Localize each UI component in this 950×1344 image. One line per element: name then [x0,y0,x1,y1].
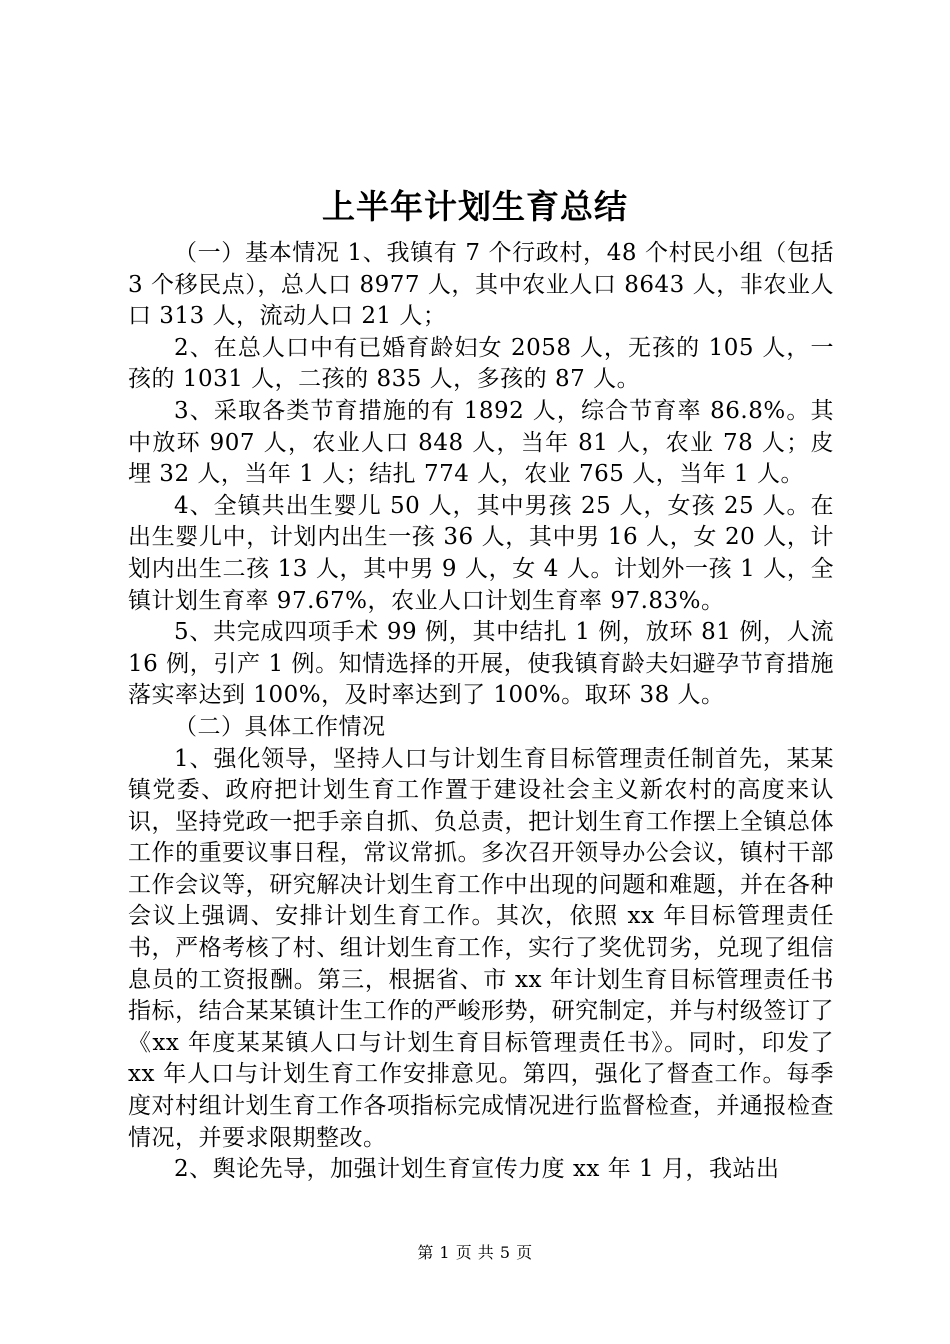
paragraph-basic-situation: （一）基本情况 1、我镇有 7 个行政村，48 个村民小组（包括 3 个移民点），总人口 8977 人，其中农业人口 8643 人，非农业人口 313 人，流动人口 21 人； [128,240,834,330]
paragraph-surgeries: 5、共完成四项手术 99 例，其中结扎 1 例，放环 81 例，人流 16 例，引产 1 例。知情选择的开展，使我镇育龄夫妇避孕节育措施落实率达到 100%，及时率达到了 100%。取环 38 人。 [128,619,834,709]
document-body [128,238,834,1186]
document-title: 上半年计划生育总结 [322,187,628,226]
paragraph-births: 4、全镇共出生婴儿 50 人，其中男孩 25 人，女孩 25 人。在出生婴儿中，计划内出生一孩 36 人，其中男 16 人，女 20 人，计划内出生二孩 13 人，其中男 9 人，女 4 人。计划外一孩 1 人，全镇计划生育率 97.67%，农业人口计划生育率 97.83%。 [128,492,834,614]
paragraph-contraception: 3、采取各类节育措施的有 1892 人，综合节育率 86.8%。其中放环 907 人，农业人口 848 人，当年 81 人，农业 78 人；皮埋 32 人，当年 1 人；结扎 774 人，农业 765 人，当年 1 人。 [128,397,834,488]
paragraph-publicity: 2、舆论先导，加强计划生育宣传力度 xx 年 1 月，我站出 [174,1156,780,1183]
paragraph-leadership: 1、强化领导，坚持人口与计划生育目标管理责任制首先，某某镇党委、政府把计划生育工作置于建设社会主义新农村的高度来认识，坚持党政一把手亲自抓、负总责，把计划生育工作摆上全镇总体工作的重要议事日程，常议常抓。多次召开领导办公会议，镇村干部工作会议等，研究解决计划生育工作中出现的问题和难题，并在各种会议上强调、安排计划生育工作。其次，依照 xx 年目标管理责任书，严格考核了村、组计划生育工作，实行了奖优罚劣，兑现了组信息员的工资报酬。第三，根据省、市 xx 年计划生育目标管理责任书指标，结合某某镇计生工作的严峻形势，研究制定，并与村级签订了《xx 年度某某镇人口与计划生育目标管理责任书》。同时，印发了 xx 年人口与计划生育工作安排意见。第四，强化了督查工作。每季度对村组计划生育工作各项指标完成情况进行监督检查，并通报检查情况，并要求限期整改。 [128,745,834,1151]
paragraph-married-women: 2、在总人口中有已婚育龄妇女 2058 人，无孩的 105 人，一孩的 1031 人，二孩的 835 人，多孩的 87 人。 [128,334,834,393]
section-heading-work: （二）具体工作情况 [174,713,386,740]
page-footer: 第 1 页 共 5 页 [417,1243,533,1262]
